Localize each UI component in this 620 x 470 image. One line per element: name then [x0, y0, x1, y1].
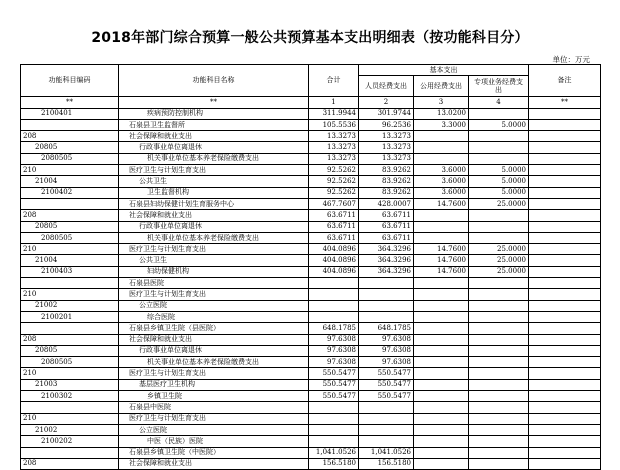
table-row [21, 232, 601, 243]
code-cell: 21004 [21, 255, 119, 266]
public-cell [414, 458, 469, 469]
public-cell: 13.0200 [414, 108, 469, 119]
special-cell: 5.0000 [469, 165, 529, 176]
personnel-cell [359, 289, 414, 300]
code-cell: 21002 [21, 300, 119, 311]
table-row [21, 345, 601, 356]
special-cell [469, 153, 529, 164]
name-cell: 公共卫生 [119, 176, 309, 187]
table-row [21, 402, 601, 413]
name-cell: 疾病预防控制机构 [119, 108, 309, 119]
index-cell: 4 [469, 97, 529, 108]
personnel-cell: 63.6711 [359, 232, 414, 243]
personnel-cell: 63.6711 [359, 210, 414, 221]
table-row [21, 142, 601, 153]
remark-cell [529, 345, 601, 356]
total-cell: 13.3273 [309, 131, 359, 142]
remark-cell [529, 232, 601, 243]
name-cell: 医疗卫生与计划生育支出 [119, 289, 309, 300]
name-cell: 乡镇卫生院 [119, 391, 309, 402]
total-cell: 550.5477 [309, 391, 359, 402]
personnel-cell [359, 278, 414, 289]
name-cell: 卫生监督机构 [119, 187, 309, 198]
name-cell: 机关事业单位基本养老保险缴费支出 [119, 357, 309, 368]
code-cell: 2080505 [21, 153, 119, 164]
total-cell [309, 424, 359, 435]
personnel-cell: 648.1785 [359, 323, 414, 334]
public-cell [414, 289, 469, 300]
public-cell [414, 311, 469, 322]
remark-cell [529, 289, 601, 300]
header-special: 专项业务经费支出 [469, 76, 529, 97]
special-cell [469, 424, 529, 435]
total-cell: 550.5477 [309, 379, 359, 390]
name-cell: 中医（民族）医院 [119, 436, 309, 447]
personnel-cell [359, 424, 414, 435]
code-cell: 20805 [21, 345, 119, 356]
personnel-cell: 96.2536 [359, 119, 414, 130]
remark-cell [529, 379, 601, 390]
special-cell: 25.0000 [469, 255, 529, 266]
header-code: 功能科目编码 [21, 65, 119, 97]
name-cell: 公立医院 [119, 424, 309, 435]
code-cell: 208 [21, 458, 119, 469]
name-cell: 公共卫生 [119, 255, 309, 266]
public-cell [414, 357, 469, 368]
public-cell [414, 210, 469, 221]
special-cell [469, 379, 529, 390]
special-cell [469, 131, 529, 142]
header-total: 合计 [309, 65, 359, 97]
remark-cell [529, 142, 601, 153]
name-cell: 综合医院 [119, 311, 309, 322]
remark-cell [529, 402, 601, 413]
table-row [21, 210, 601, 221]
personnel-cell: 13.3273 [359, 131, 414, 142]
table-row [21, 187, 601, 198]
total-cell [309, 289, 359, 300]
code-cell: 2080505 [21, 357, 119, 368]
name-cell: 医疗卫生与计划生育支出 [119, 413, 309, 424]
table-row [21, 176, 601, 187]
total-cell: 1,041.0526 [309, 447, 359, 458]
personnel-cell: 364.3296 [359, 255, 414, 266]
code-cell [21, 447, 119, 458]
total-cell: 648.1785 [309, 323, 359, 334]
code-cell: 21003 [21, 379, 119, 390]
code-cell: 2100401 [21, 108, 119, 119]
personnel-cell: 364.3296 [359, 266, 414, 277]
remark-cell [529, 131, 601, 142]
public-cell [414, 221, 469, 232]
name-cell: 医疗卫生与计划生育支出 [119, 165, 309, 176]
remark-cell [529, 436, 601, 447]
personnel-cell: 97.6308 [359, 334, 414, 345]
name-cell: 机关事业单位基本养老保险缴费支出 [119, 232, 309, 243]
index-cell: 1 [309, 97, 359, 108]
total-cell: 404.0896 [309, 255, 359, 266]
total-cell: 550.5477 [309, 368, 359, 379]
total-cell [309, 413, 359, 424]
public-cell [414, 323, 469, 334]
personnel-cell [359, 436, 414, 447]
total-cell: 92.5262 [309, 176, 359, 187]
code-cell [21, 119, 119, 130]
public-cell [414, 424, 469, 435]
public-cell: 3.3000 [414, 119, 469, 130]
total-cell: 97.6308 [309, 345, 359, 356]
public-cell [414, 368, 469, 379]
special-cell [469, 311, 529, 322]
remark-cell [529, 266, 601, 277]
header-remark: 备注 [529, 65, 601, 97]
special-cell [469, 402, 529, 413]
code-cell [21, 402, 119, 413]
public-cell [414, 345, 469, 356]
public-cell [414, 379, 469, 390]
personnel-cell: 13.3273 [359, 153, 414, 164]
remark-cell [529, 176, 601, 187]
public-cell [414, 153, 469, 164]
public-cell [414, 391, 469, 402]
page-title: 2018年部门综合预算一般公共预算基本支出明细表（按功能科目分） [91, 30, 529, 46]
code-cell: 21004 [21, 176, 119, 187]
index-cell: 3 [414, 97, 469, 108]
special-cell: 5.0000 [469, 176, 529, 187]
personnel-cell: 428.0007 [359, 198, 414, 209]
remark-cell [529, 424, 601, 435]
remark-cell [529, 210, 601, 221]
remark-cell [529, 413, 601, 424]
special-cell: 25.0000 [469, 198, 529, 209]
special-cell [469, 334, 529, 345]
special-cell: 5.0000 [469, 119, 529, 130]
header-public: 公用经费支出 [414, 76, 469, 97]
public-cell [414, 413, 469, 424]
remark-cell [529, 300, 601, 311]
special-cell [469, 458, 529, 469]
table-row [21, 221, 601, 232]
total-cell: 13.3273 [309, 142, 359, 153]
remark-cell [529, 108, 601, 119]
personnel-cell [359, 311, 414, 322]
name-cell: 社会保障和就业支出 [119, 458, 309, 469]
public-cell: 3.6000 [414, 165, 469, 176]
index-cell: ** [119, 97, 309, 108]
table-row [21, 379, 601, 390]
remark-cell [529, 311, 601, 322]
total-cell: 13.3273 [309, 153, 359, 164]
code-cell: 20805 [21, 142, 119, 153]
index-row [21, 97, 601, 108]
personnel-cell [359, 413, 414, 424]
unit-label: 单位：万元 [552, 55, 590, 64]
table-row [21, 458, 601, 469]
name-cell: 社会保障和就业支出 [119, 334, 309, 345]
name-cell: 基层医疗卫生机构 [119, 379, 309, 390]
personnel-cell: 1,041.0526 [359, 447, 414, 458]
special-cell [469, 447, 529, 458]
total-cell: 404.0896 [309, 244, 359, 255]
personnel-cell: 83.9262 [359, 165, 414, 176]
total-cell: 92.5262 [309, 187, 359, 198]
personnel-cell: 83.9262 [359, 187, 414, 198]
remark-cell [529, 458, 601, 469]
table-row [21, 436, 601, 447]
total-cell: 404.0896 [309, 266, 359, 277]
code-cell: 2100201 [21, 311, 119, 322]
code-cell: 20805 [21, 221, 119, 232]
public-cell: 14.7600 [414, 198, 469, 209]
table-row [21, 300, 601, 311]
table-row [21, 131, 601, 142]
table-body [21, 108, 601, 470]
code-cell: 208 [21, 210, 119, 221]
special-cell: 25.0000 [469, 266, 529, 277]
table-row [21, 153, 601, 164]
personnel-cell [359, 402, 414, 413]
remark-cell [529, 244, 601, 255]
total-cell [309, 278, 359, 289]
public-cell [414, 232, 469, 243]
table-row [21, 244, 601, 255]
code-cell: 210 [21, 368, 119, 379]
special-cell [469, 221, 529, 232]
table-row [21, 413, 601, 424]
total-cell: 97.6308 [309, 357, 359, 368]
personnel-cell: 97.6308 [359, 345, 414, 356]
total-cell [309, 300, 359, 311]
table-row [21, 368, 601, 379]
public-cell [414, 402, 469, 413]
public-cell [414, 436, 469, 447]
special-cell [469, 232, 529, 243]
special-cell [469, 300, 529, 311]
remark-cell [529, 165, 601, 176]
name-cell: 石泉县乡镇卫生院（中医院） [119, 447, 309, 458]
total-cell: 467.7607 [309, 198, 359, 209]
special-cell [469, 210, 529, 221]
remark-cell [529, 368, 601, 379]
remark-cell [529, 153, 601, 164]
name-cell: 石泉县中医院 [119, 402, 309, 413]
personnel-cell: 301.9744 [359, 108, 414, 119]
code-cell [21, 323, 119, 334]
total-cell [309, 402, 359, 413]
code-cell: 208 [21, 131, 119, 142]
remark-cell [529, 221, 601, 232]
code-cell: 208 [21, 334, 119, 345]
table-row [21, 255, 601, 266]
total-cell [309, 436, 359, 447]
total-cell: 92.5262 [309, 165, 359, 176]
special-cell [469, 436, 529, 447]
public-cell [414, 131, 469, 142]
name-cell: 行政事业单位离退休 [119, 221, 309, 232]
special-cell [469, 142, 529, 153]
personnel-cell: 63.6711 [359, 221, 414, 232]
code-cell: 2100402 [21, 187, 119, 198]
table-row [21, 198, 601, 209]
remark-cell [529, 357, 601, 368]
table-row [21, 278, 601, 289]
table-row [21, 311, 601, 322]
special-cell [469, 289, 529, 300]
total-cell [309, 311, 359, 322]
remark-cell [529, 278, 601, 289]
special-cell [469, 278, 529, 289]
name-cell: 石泉县乡镇卫生院（县医院） [119, 323, 309, 334]
table-row [21, 165, 601, 176]
remark-cell [529, 255, 601, 266]
name-cell: 行政事业单位离退休 [119, 345, 309, 356]
name-cell: 石泉县卫生监督所 [119, 119, 309, 130]
public-cell: 3.6000 [414, 176, 469, 187]
table-row [21, 108, 601, 119]
index-cell: ** [529, 97, 601, 108]
special-cell [469, 108, 529, 119]
code-cell: 210 [21, 289, 119, 300]
personnel-cell: 13.3273 [359, 142, 414, 153]
name-cell: 医疗卫生与计划生育支出 [119, 368, 309, 379]
table-row [21, 323, 601, 334]
name-cell: 石泉县医院 [119, 278, 309, 289]
public-cell: 14.7600 [414, 244, 469, 255]
public-cell [414, 142, 469, 153]
code-cell: 2080505 [21, 232, 119, 243]
name-cell: 行政事业单位离退休 [119, 142, 309, 153]
personnel-cell: 83.9262 [359, 176, 414, 187]
total-cell: 105.5536 [309, 119, 359, 130]
special-cell [469, 413, 529, 424]
special-cell: 25.0000 [469, 244, 529, 255]
table-row [21, 266, 601, 277]
personnel-cell: 156.5180 [359, 458, 414, 469]
name-cell: 石泉县妇幼保健计划生育服务中心 [119, 198, 309, 209]
total-cell: 97.6308 [309, 334, 359, 345]
remark-cell [529, 334, 601, 345]
public-cell [414, 447, 469, 458]
special-cell: 5.0000 [469, 187, 529, 198]
name-cell: 社会保障和就业支出 [119, 131, 309, 142]
public-cell: 14.7600 [414, 266, 469, 277]
remark-cell [529, 187, 601, 198]
public-cell [414, 300, 469, 311]
personnel-cell: 97.6308 [359, 357, 414, 368]
total-cell: 63.6711 [309, 232, 359, 243]
name-cell: 医疗卫生与计划生育支出 [119, 244, 309, 255]
public-cell: 3.6000 [414, 187, 469, 198]
code-cell: 2100403 [21, 266, 119, 277]
header-personnel: 人员经费支出 [359, 76, 414, 97]
special-cell [469, 323, 529, 334]
table-row [21, 424, 601, 435]
total-cell: 63.6711 [309, 221, 359, 232]
total-cell: 63.6711 [309, 210, 359, 221]
code-cell: 210 [21, 165, 119, 176]
code-cell [21, 198, 119, 209]
header-name: 功能科目名称 [119, 65, 309, 97]
name-cell: 妇幼保健机构 [119, 266, 309, 277]
personnel-cell: 550.5477 [359, 368, 414, 379]
table-row [21, 334, 601, 345]
public-cell: 14.7600 [414, 255, 469, 266]
remark-cell [529, 391, 601, 402]
expenditure-table [20, 64, 601, 470]
special-cell [469, 368, 529, 379]
public-cell [414, 334, 469, 345]
personnel-cell: 364.3296 [359, 244, 414, 255]
remark-cell [529, 447, 601, 458]
table-row [21, 289, 601, 300]
code-cell: 21002 [21, 424, 119, 435]
special-cell [469, 345, 529, 356]
code-cell: 210 [21, 244, 119, 255]
personnel-cell: 550.5477 [359, 391, 414, 402]
remark-cell [529, 198, 601, 209]
total-cell: 156.5180 [309, 458, 359, 469]
personnel-cell: 550.5477 [359, 379, 414, 390]
code-cell: 2100302 [21, 391, 119, 402]
index-cell: 2 [359, 97, 414, 108]
table-row [21, 391, 601, 402]
total-cell: 311.9944 [309, 108, 359, 119]
special-cell [469, 391, 529, 402]
code-cell: 210 [21, 413, 119, 424]
special-cell [469, 357, 529, 368]
header-basic: 基本支出 [359, 65, 529, 76]
name-cell: 机关事业单位基本养老保险缴费支出 [119, 153, 309, 164]
code-cell: 2100202 [21, 436, 119, 447]
table-row [21, 119, 601, 130]
name-cell: 社会保障和就业支出 [119, 210, 309, 221]
remark-cell [529, 119, 601, 130]
personnel-cell [359, 300, 414, 311]
index-cell: ** [21, 97, 119, 108]
name-cell: 公立医院 [119, 300, 309, 311]
table-row [21, 447, 601, 458]
public-cell [414, 278, 469, 289]
table-row [21, 357, 601, 368]
remark-cell [529, 323, 601, 334]
code-cell [21, 278, 119, 289]
